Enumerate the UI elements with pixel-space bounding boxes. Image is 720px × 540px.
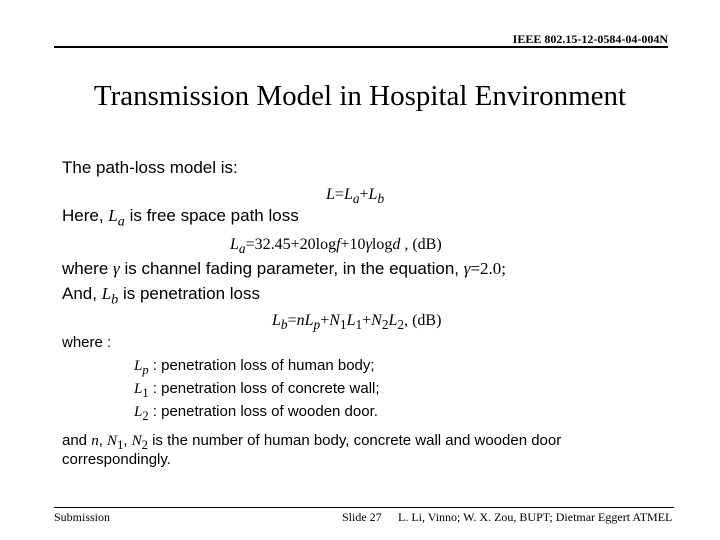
- where-gamma-line: where γ is channel fading parameter, in the equation, γ=2.0;: [62, 259, 507, 278]
- closing-line-continued: correspondingly.: [62, 451, 171, 468]
- footer-slide-number: Slide 27: [342, 510, 382, 524]
- here-line: Here, $L_a$ is free space path loss: [62, 206, 299, 230]
- document-id: IEEE 802.15-12-0584-04-004N: [512, 32, 668, 46]
- equation-total-loss: $L=L_a+L_b$: [326, 186, 385, 207]
- intro-text: The path-loss model is:: [62, 158, 238, 177]
- equation-free-space: $L_a=32.45+20\log f+10\gamma\log d$ , (dB): [230, 236, 442, 257]
- definition-item: $L_1$ : penetration loss of concrete wall;: [134, 380, 380, 400]
- footer-authors: L. Li, Vinno; W. X. Zou, BUPT; Dietmar Eggert ATMEL: [398, 510, 673, 524]
- and-line: And, $L_b$ is penetration loss: [62, 284, 260, 308]
- footer-rule: [54, 507, 674, 508]
- footer-submission: Submission: [54, 510, 111, 524]
- definition-item: $L_p$ : penetration loss of human body;: [134, 357, 375, 377]
- where-label: where :: [62, 334, 112, 351]
- closing-line: and n, $N_1$, $N_2$ is the number of human body, concrete wall and wooden door: [62, 432, 562, 452]
- slide-title: Transmission Model in Hospital Environment: [93, 80, 627, 112]
- equation-penetration: $L_b=nL_p+N_1L_1+N_2L_2$, (dB): [272, 312, 442, 333]
- definition-item: $L_2$ : penetration loss of wooden door.: [134, 403, 378, 423]
- header-rule: [54, 46, 668, 48]
